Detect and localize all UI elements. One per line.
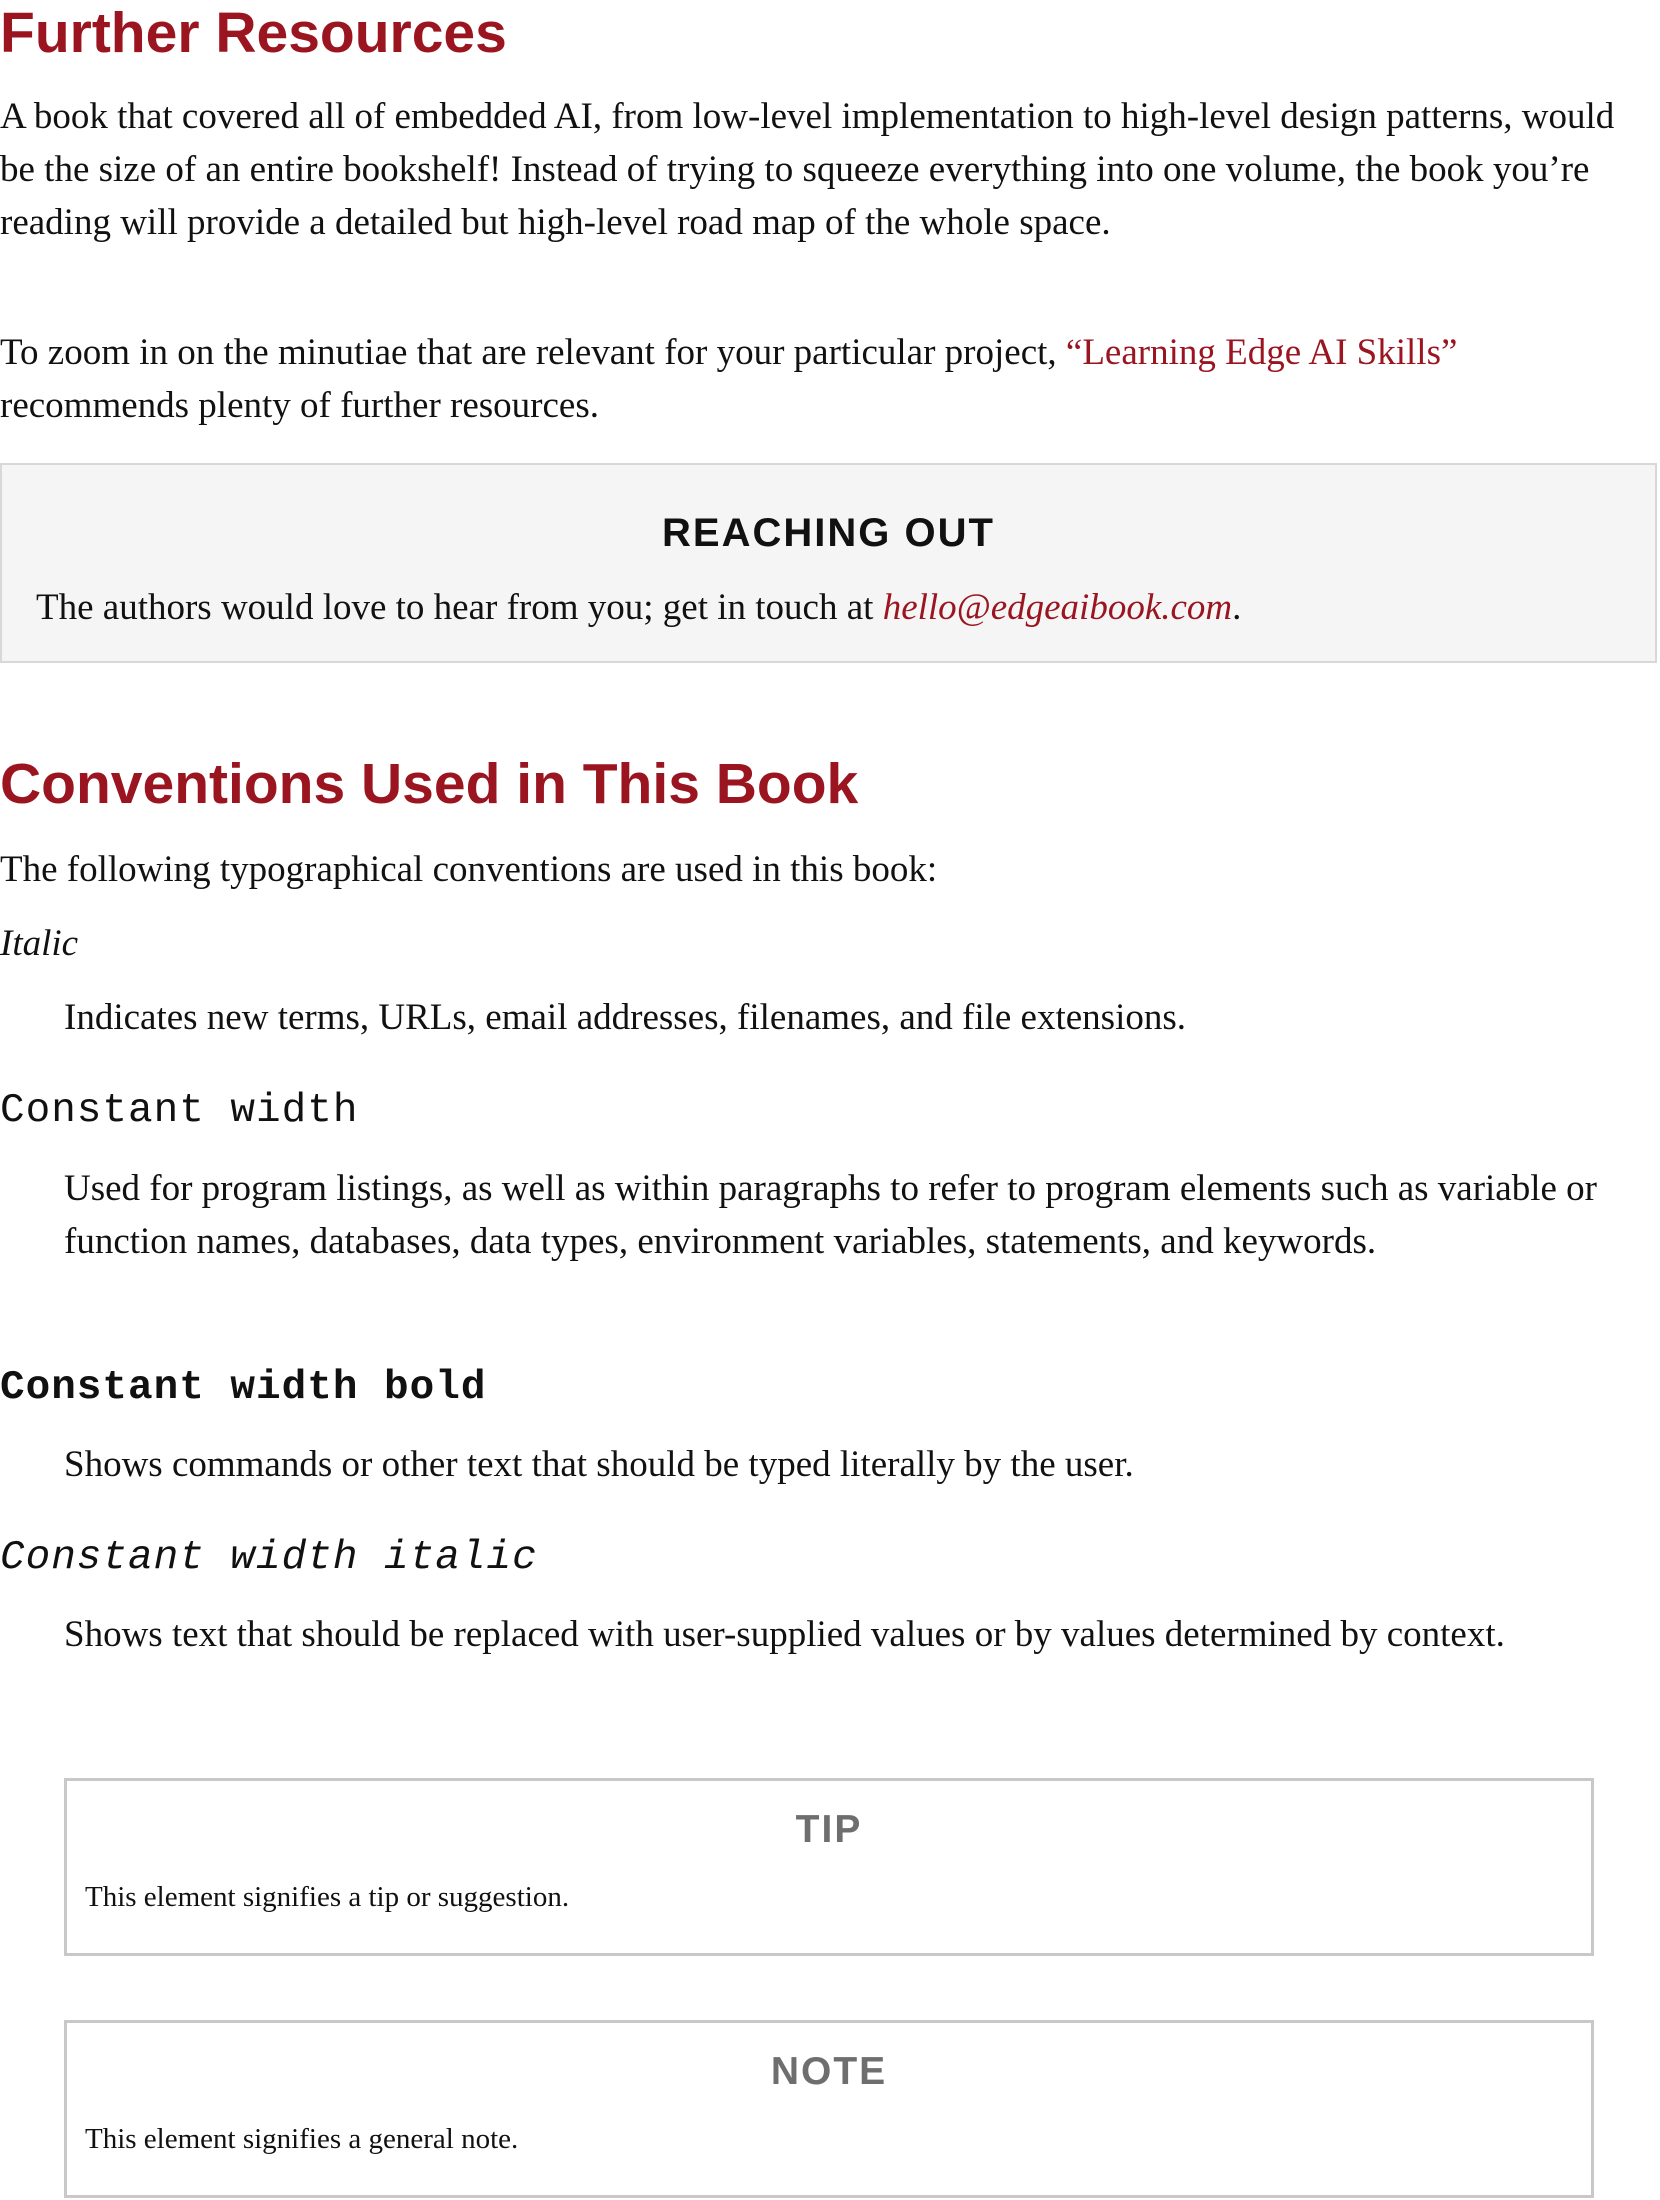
paragraph-text: To zoom in on the minutiae that are relevant for your particular project,	[0, 332, 1066, 373]
learning-edge-ai-skills-link[interactable]: “Learning Edge AI Skills”	[1065, 332, 1458, 373]
further-resources-paragraph-1: A book that covered all of embedded AI, from low-level implementation to high-level design patterns, would be the size of an entire bookshelf! Instead of trying to squeeze everything into one volume, the book you’re reading will provide a detailed but high-level road map of the whole space.	[0, 96, 1615, 243]
note-title: NOTE	[770, 2050, 888, 2093]
definition-italic: Indicates new terms, URLs, email addresses, filenames, and file extensions.	[64, 997, 1187, 1038]
note-box	[64, 2020, 1594, 2198]
definition-constant-width-italic: Shows text that should be replaced with user-supplied values or by values determined by context.	[64, 1614, 1505, 1655]
term-constant-width-italic: Constant width italic	[0, 1535, 538, 1581]
further-resources-paragraph-2	[0, 326, 1620, 432]
term-constant-width-bold: Constant width bold	[0, 1365, 487, 1411]
sidebar-body	[36, 581, 1241, 634]
definition-constant-width-bold: Shows commands or other text that should be typed literally by the user.	[64, 1444, 1134, 1485]
sidebar-text: The authors would love to hear from you; get in touch at	[36, 587, 883, 628]
definition-constant-width: Used for program listings, as well as within paragraphs to refer to program elements such as variable or function names, databases, data types, environment variables, statements, and keywords.	[64, 1168, 1597, 1262]
conventions-intro: The following typographical conventions are used in this book:	[0, 849, 938, 890]
note-text: This element signifies a general note.	[85, 2123, 519, 2155]
tip-text: This element signifies a tip or suggestion.	[85, 1881, 570, 1913]
term-constant-width: Constant width	[0, 1088, 359, 1134]
sidebar-title: REACHING OUT	[662, 511, 995, 555]
reaching-out-sidebar	[0, 463, 1657, 663]
tip-title: TIP	[795, 1808, 863, 1851]
term-italic: Italic	[0, 923, 79, 964]
conventions-heading: Conventions Used in This Book	[0, 752, 859, 816]
paragraph-text: recommends plenty of further resources.	[0, 385, 599, 426]
sidebar-text-end: .	[1232, 587, 1242, 628]
tip-box	[64, 1778, 1594, 1956]
further-resources-heading: Further Resources	[0, 1, 507, 65]
email-link[interactable]: hello@edgeaibook.com	[882, 587, 1233, 628]
